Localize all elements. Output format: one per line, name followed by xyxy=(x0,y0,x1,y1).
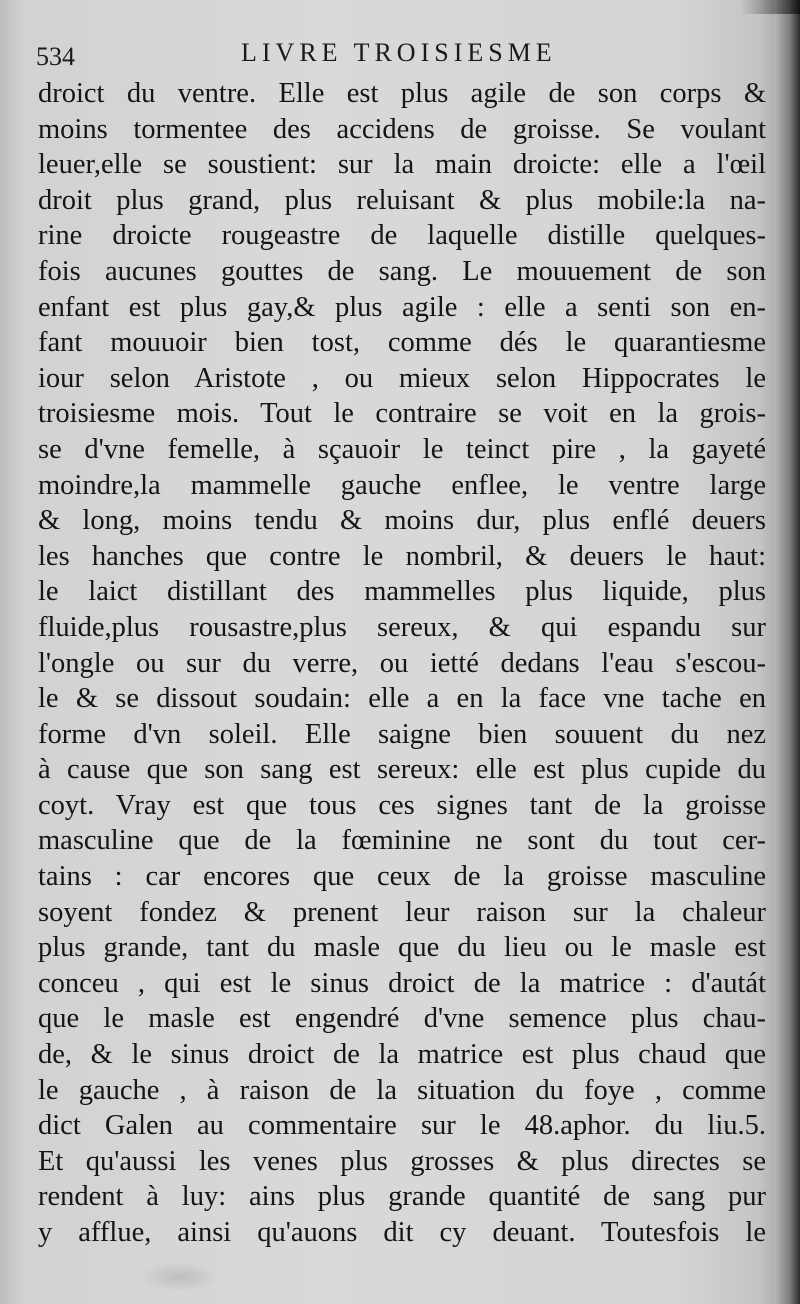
text-line: le laict distillant des mammelles plus liquide, plus xyxy=(38,576,766,608)
text-line: dict Galen au commentaire sur le 48.aphor. du liu.5. xyxy=(38,1110,766,1142)
text-line: fluide,plus rousastre,plus sereux, & qui espandu sur xyxy=(38,611,766,643)
page-edge-shadow xyxy=(774,0,800,1304)
text-line: leuer,elle se soustient: sur la main droicte: elle a l'œil xyxy=(38,149,766,181)
text-line: masculine que de la fœminine ne sont du tout cer- xyxy=(38,825,766,857)
text-line: moindre,la mammelle gauche enflee, le ventre large xyxy=(38,469,766,501)
page-number: 534 xyxy=(36,42,75,71)
text-line: les hanches que contre le nombril, & deuers le haut: xyxy=(38,540,766,572)
text-line: iour selon Aristote , ou mieux selon Hippocrates le xyxy=(38,362,766,394)
text-line: soyent fondez & prenent leur raison sur la chaleur xyxy=(38,896,766,928)
text-line: enfant est plus gay,& plus agile : elle a senti son en- xyxy=(38,291,766,323)
page-corner-shadow xyxy=(740,0,800,14)
text-line: rendent à luy: ains plus grande quantité de sang pur xyxy=(38,1181,766,1213)
running-head-title: LIVRE TROISIESME xyxy=(241,38,557,67)
text-line: tains : car encores que ceux de la groisse masculine xyxy=(38,861,766,893)
text-line: coyt. Vray est que tous ces signes tant de la groisse xyxy=(38,789,766,821)
text-line: fant mouuoir bien tost, comme dés le quarantiesme xyxy=(38,327,766,359)
body-text xyxy=(38,76,766,1276)
running-head xyxy=(36,34,636,74)
text-line: à cause que son sang est sereux: elle est plus cupide du xyxy=(38,754,766,786)
text-line: moins tormentee des accidens de groisse. Se voulant xyxy=(38,113,766,145)
text-line: le gauche , à raison de la situation du foye , comme xyxy=(38,1074,766,1106)
text-line: droict du ventre. Elle est plus agile de son corps & xyxy=(38,78,766,109)
text-line: rine droicte rougeastre de laquelle distille quelques- xyxy=(38,220,766,252)
text-line: conceu , qui est le sinus droict de la matrice : d'autát xyxy=(38,967,766,999)
text-line: le & se dissout soudain: elle a en la face vne tache en xyxy=(38,683,766,715)
text-line: troisiesme mois. Tout le contraire se voit en la grois- xyxy=(38,398,766,430)
text-line: se d'vne femelle, à sçauoir le teinct pire , la gayeté xyxy=(38,433,766,465)
text-line: forme d'vn soleil. Elle saigne bien souuent du nez xyxy=(38,718,766,750)
text-line: l'ongle ou sur du verre, ou ietté dedans l'eau s'escou- xyxy=(38,647,766,679)
text-line: fois aucunes gouttes de sang. Le mouuement de son xyxy=(38,255,766,287)
text-line: que le masle est engendré d'vne semence plus chau- xyxy=(38,1003,766,1035)
text-line: & long, moins tendu & moins dur, plus enflé deuers xyxy=(38,505,766,537)
text-line: y afflue, ainsi qu'auons dit cy deuant. Toutesfois le xyxy=(38,1217,766,1248)
paper-smudge xyxy=(140,1262,220,1292)
text-line: droit plus grand, plus reluisant & plus mobile:la na- xyxy=(38,184,766,216)
text-line: plus grande, tant du masle que du lieu ou le masle est xyxy=(38,932,766,964)
text-line: Et qu'aussi les venes plus grosses & plus directes se xyxy=(38,1145,766,1177)
text-line: de, & le sinus droict de la matrice est plus chaud que xyxy=(38,1039,766,1071)
